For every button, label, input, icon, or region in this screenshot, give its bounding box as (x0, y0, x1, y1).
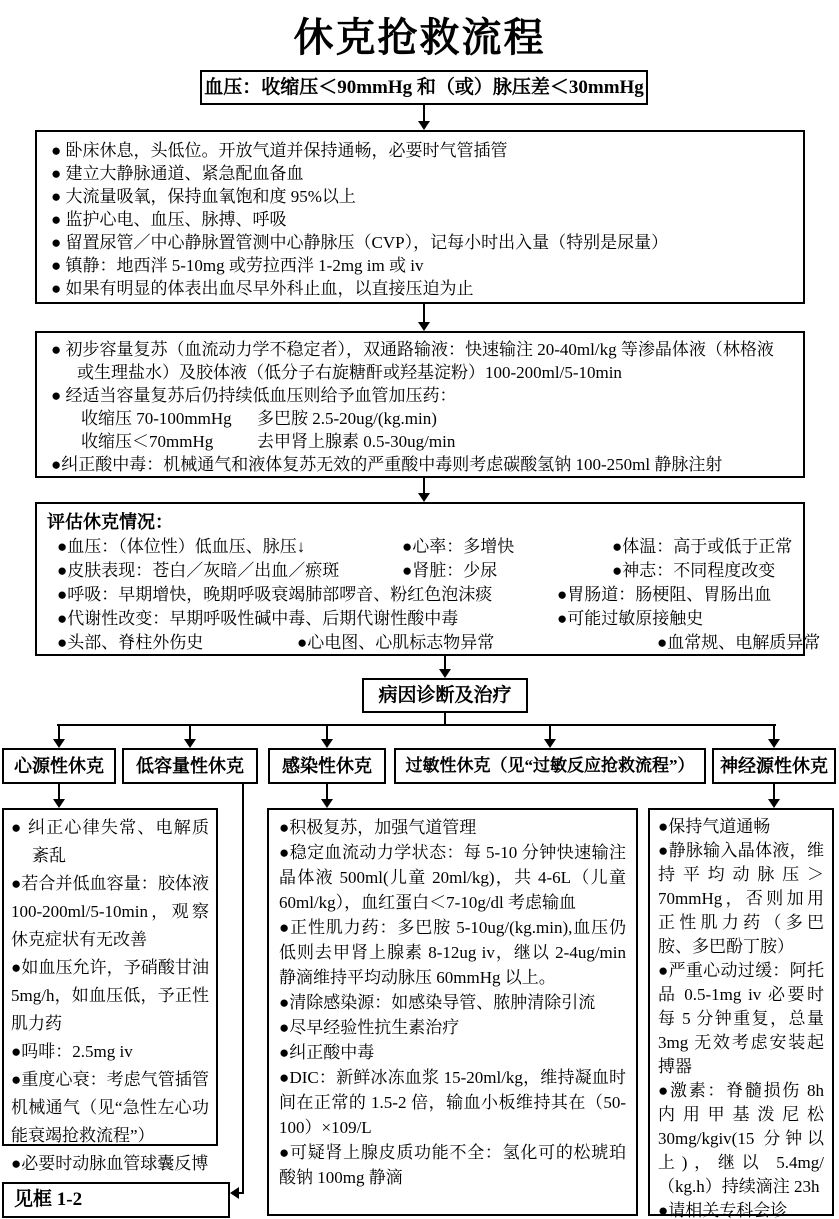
branch-anaphylactic: 过敏性休克（见“过敏反应抢救流程”） (394, 748, 706, 784)
branch-arrow-head (544, 739, 556, 748)
dose-drug: 多巴胺 2.5-20ug/(kg.min) (257, 409, 437, 428)
dose-drug: 去甲肾上腺素 0.5-30ug/min (257, 432, 456, 451)
see-frame-text: 见框 1-2 (14, 1189, 83, 1210)
list-item: ●清除感染源：如感染导管、脓肿清除引流 (279, 993, 596, 1012)
see-frame-box (2, 1182, 230, 1218)
fluid-resuscitation-box (35, 331, 805, 478)
list-item: ●请相关专科会诊 (658, 1201, 788, 1219)
assessment-title: 评估休克情况： (47, 512, 173, 532)
assessment-cell: ●神志：不同程度改变 (612, 561, 776, 580)
arrow-head-2 (418, 493, 430, 502)
list-item: ● 经适当容量复苏后仍持续低血压则给予血管加压药： (51, 386, 457, 405)
list-item: ● 镇静：地西泮 5-10mg 或劳拉西泮 1-2mg im 或 iv (51, 256, 424, 275)
list-item: ● 纠正心律失常、电解质紊乱 (11, 818, 209, 865)
arrow-line-2 (423, 478, 425, 494)
list-item: ●尽早经验性抗生素治疗 (279, 1018, 460, 1037)
detail-arrow-head (53, 799, 65, 808)
diagnosis-treatment-box (362, 678, 528, 713)
arrow-line-1 (423, 304, 425, 323)
arrow-head-criteria (418, 121, 430, 130)
assessment-cell: ●肾脏：少尿 (402, 561, 498, 580)
list-item: ● 建立大静脉通道、紧急配血备血 (51, 164, 304, 183)
assessment-cell: ●血常规、电解质异常 (657, 633, 821, 652)
cardiogenic-detail-box (2, 808, 218, 1173)
assessment-cell: ●胃肠道：肠梗阻、胃肠出血 (557, 585, 772, 604)
branch-arrow-line (326, 724, 328, 739)
arrow-head-3 (439, 669, 451, 678)
list-item: ● 卧床休息，头低位。开放气道并保持通畅，必要时气管插管 (51, 141, 508, 160)
branch-arrow-head (184, 739, 196, 748)
list-item: ● 初步容量复苏（血流动力学不稳定者），双通路输液：快速输注 20-40ml/kg 等渗晶体液（林格液或生理盐水）及胶体液（低分子右旋糖酐或羟基淀粉）100-200ml/5-10min (51, 340, 774, 382)
assessment-cell: ●心电图、心肌标志物异常 (297, 633, 495, 652)
assessment-cell: ●代谢性改变：早期呼吸性碱中毒、后期代谢性酸中毒 (57, 609, 459, 628)
branch-arrow-head (53, 739, 65, 748)
detail-arrow-line (58, 784, 60, 800)
neurogenic-detail-box (648, 808, 834, 1219)
assessment-row (47, 607, 793, 631)
dose-condition: 收缩压＜70mmHg (81, 432, 214, 451)
assessment-cell: ●呼吸：早期增快，晚期呼吸衰竭肺部啰音、粉红色泡沫痰 (57, 585, 493, 604)
assessment-row (47, 583, 793, 607)
branch-connector-line (57, 724, 776, 726)
branch-arrow-line (549, 724, 551, 739)
hypovolemic-connector-line (242, 784, 244, 1194)
arrow-line-3 (444, 656, 446, 669)
dose-row (51, 430, 789, 453)
branch-hypovolemic: 低容量性休克 (122, 748, 258, 784)
list-item: ● 如果有明显的体表出血尽早外科止血，以直接压迫为止 (51, 279, 474, 298)
list-item: ●正性肌力药：多巴胺 5-10ug/(kg.min),血压仍低则去甲肾上腺素 8-12ug iv，继以 2-4ug/min 静滴维持平均动脉压 60mmHg 以上。 (279, 918, 626, 987)
assessment-cell: ●血压：（体位性）低血压、脉压↓ (57, 537, 306, 556)
arrow-head-1 (418, 322, 430, 331)
branch-arrow-head (768, 739, 780, 748)
detail-arrow-line (326, 784, 328, 800)
initial-measures-box (35, 130, 805, 304)
list-item: ●若合并低血容量：胶体液 100-200ml/5-10min，观察休克症状有无改善 (11, 874, 209, 949)
list-item: ●积极复苏，加强气道管理 (279, 818, 477, 837)
hypovolemic-arrow-head (230, 1187, 239, 1199)
list-item: ●静脉输入晶体液，维持平均动脉压＞70mmHg，否则加用正性肌力药（多巴胺、多巴酚丁胺） (658, 841, 824, 956)
branch-arrow-line (773, 724, 775, 739)
assessment-cell: ●头部、脊柱外伤史 (57, 633, 204, 652)
assessment-row (47, 535, 793, 559)
septic-detail-box (267, 808, 638, 1216)
list-item: ●可疑肾上腺皮质功能不全：氢化可的松琥珀酸钠 100mg 静滴 (279, 1143, 626, 1187)
assessment-box (35, 502, 821, 656)
branch-neurogenic: 神经源性休克 (712, 748, 836, 784)
branch-arrow-line (189, 724, 191, 739)
branch-arrow-line (58, 724, 60, 739)
list-item: ●严重心动过缓：阿托品 0.5-1mg iv 必要时每 5 分钟重复，总量 3mg 无效考虑安装起搏器 (658, 961, 824, 1076)
dose-row (51, 407, 789, 430)
list-item: ●DIC：新鲜冰冻血浆 15-20ml/kg，维持凝血时间在正常的 1.5-2 倍，输血小板维持其在（50-100）×109/L (279, 1068, 626, 1137)
detail-arrow-head (321, 799, 333, 808)
list-item: ● 监护心电、血压、脉搏、呼吸 (51, 210, 287, 229)
branch-cardiogenic: 心源性休克 (2, 748, 116, 784)
assessment-row (47, 559, 793, 583)
criteria-text: 血压：收缩压＜90mmHg 和（或）脉压差＜30mmHg (204, 77, 644, 98)
branch-stub-line (444, 713, 446, 724)
list-item: ●纠正酸中毒：机械通气和液体复苏无效的严重酸中毒则考虑碳酸氢钠 100-250ml 静脉注射 (51, 455, 723, 474)
list-item: ●保持气道通畅 (658, 817, 771, 836)
list-item: ●吗啡：2.5mg iv (11, 1042, 133, 1061)
assessment-cell: ●体温：高于或低于正常 (612, 537, 793, 556)
list-item: ●激素：脊髓损伤 8h 内用甲基泼尼松 30mg/kgiv(15 分钟以上)，继以 5.4mg/（kg.h）持续滴注 23h (658, 1081, 824, 1196)
detail-arrow-line (773, 784, 775, 800)
list-item: ●稳定血流动力学状态：每 5-10 分钟快速输注晶体液 500ml(儿童 20ml/kg)，共 4-6L（儿童 60ml/kg），血红蛋白＜7-10g/dl 考虑输血 (279, 843, 626, 912)
branch-arrow-head (321, 739, 333, 748)
list-item: ●如血压允许，予硝酸甘油 5mg/h，如血压低，予正性肌力药 (11, 958, 209, 1033)
dose-condition: 收缩压 70-100mmHg (81, 409, 232, 428)
assessment-cell: ●皮肤表现：苍白／灰暗／出血／瘀斑 (57, 561, 340, 580)
list-item: ● 留置尿管／中心静脉置管测中心静脉压（CVP），记每小时出入量（特别是尿量） (51, 233, 669, 252)
list-item: ●必要时动脉血管球囊反博 (11, 1154, 209, 1173)
list-item: ●重度心衰：考虑气管插管机械通气（见“急性左心功能衰竭抢救流程”） (11, 1070, 209, 1145)
detail-arrow-head (768, 799, 780, 808)
assessment-cell: ●可能过敏原接触史 (557, 609, 704, 628)
assessment-cell: ●心率：多增快 (402, 537, 515, 556)
page-title: 休克抢救流程 (293, 15, 546, 60)
arrow-line-criteria (423, 105, 425, 122)
assessment-row (47, 631, 821, 655)
branch-septic: 感染性休克 (268, 748, 386, 784)
diagnosis-text: 病因诊断及治疗 (378, 685, 512, 706)
list-item: ●纠正酸中毒 (279, 1043, 375, 1062)
list-item: ● 大流量吸氧，保持血氧饱和度 95%以上 (51, 187, 356, 206)
criteria-box (200, 70, 648, 105)
